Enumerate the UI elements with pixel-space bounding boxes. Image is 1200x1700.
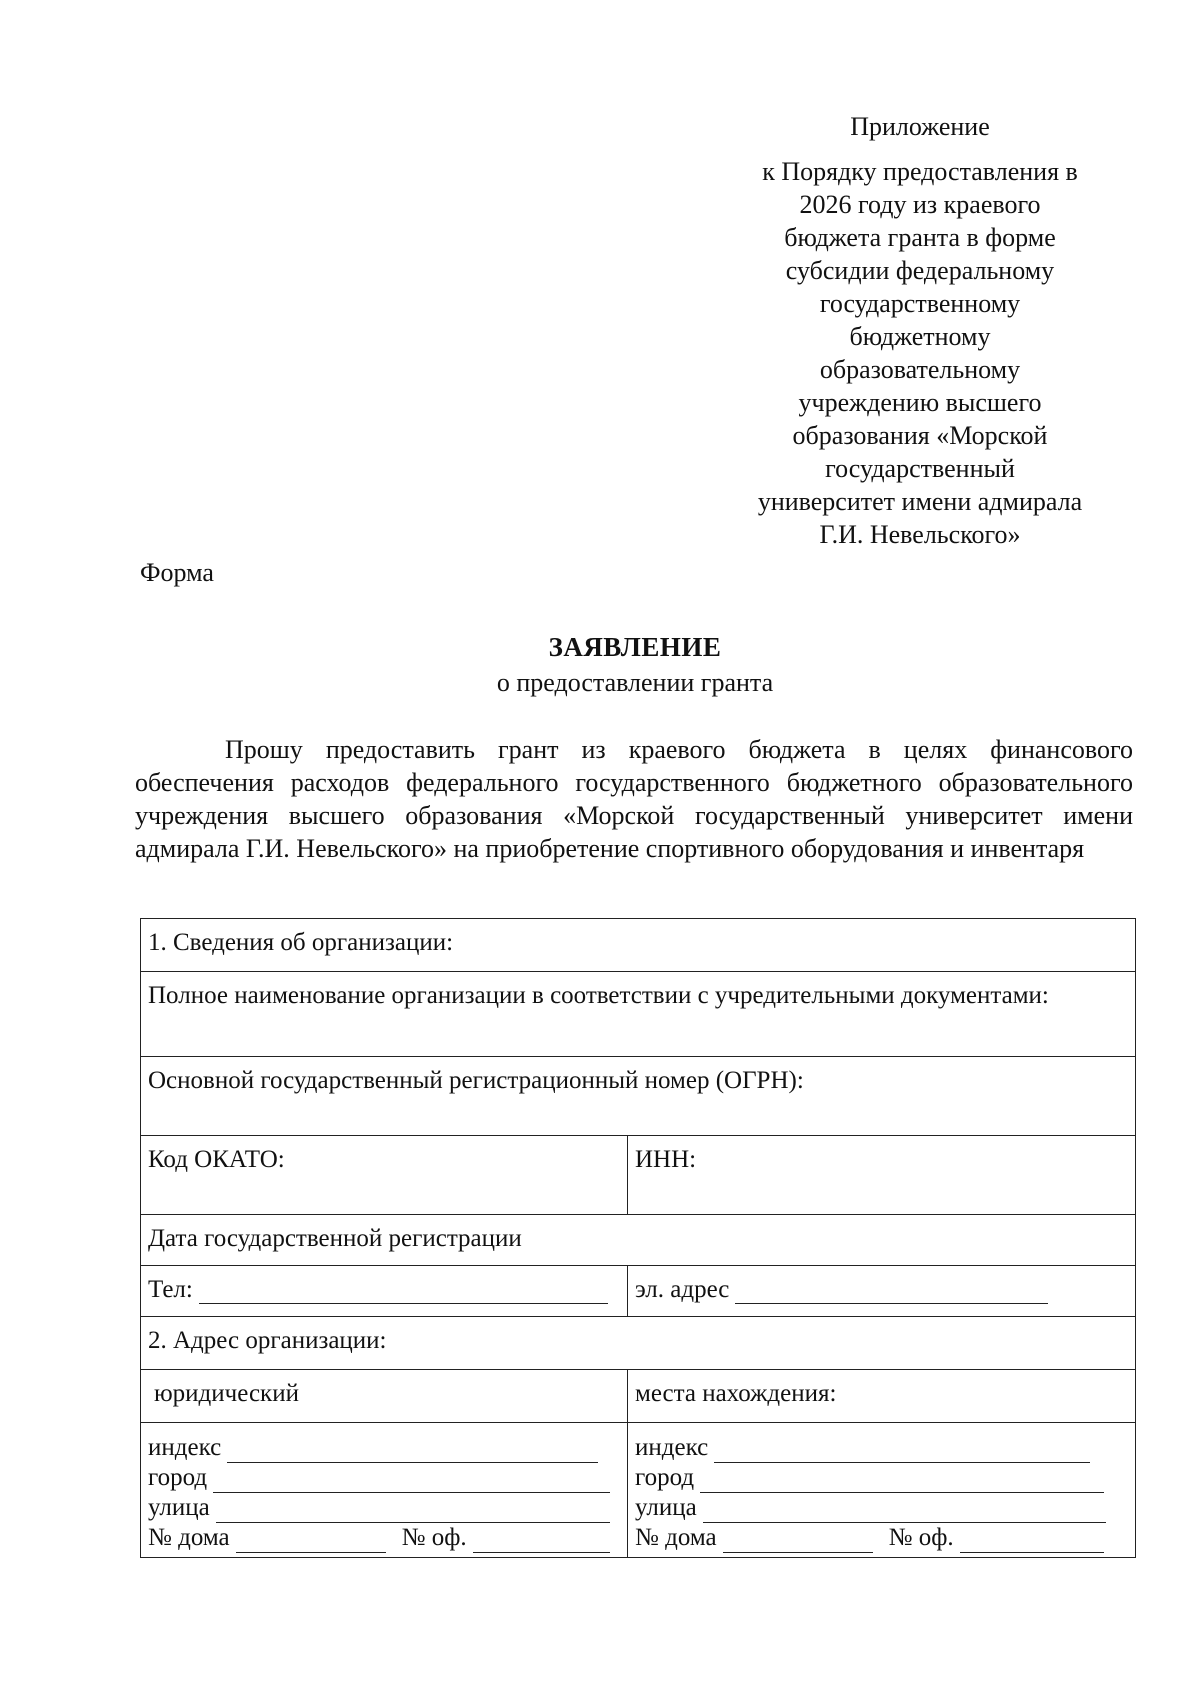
okato-label: Код ОКАТО: [148,1146,285,1173]
appendix-line: бюджетному [849,322,991,351]
legal-office-label: № оф. [401,1524,467,1551]
location-house-input[interactable] [723,1528,873,1553]
legal-city-input[interactable] [213,1468,610,1493]
appendix-line: субсидии федеральному [785,256,1055,285]
full-name-field[interactable] [141,972,1136,1057]
appendix-line: государственному [819,289,1021,318]
appendix-line: образования «Морской [792,421,1048,450]
appendix-line: 2026 году из краевого [799,190,1041,219]
legal-address-heading [141,1370,628,1423]
location-address-block [628,1423,1136,1558]
location-index-input[interactable] [714,1438,1090,1463]
legal-index-input[interactable] [227,1438,598,1463]
appendix-header [730,110,1110,551]
location-office-input[interactable] [960,1528,1104,1553]
form-label: Форма [140,558,214,587]
document-subtitle: о предоставлении гранта [496,668,774,697]
appendix-line: к Порядку предоставления в [762,157,1078,186]
legal-house-label: № дома [148,1524,230,1551]
legal-address-label: юридический [154,1380,299,1407]
location-index-label: индекс [635,1434,709,1461]
legal-index-label: индекс [148,1434,222,1461]
location-city-label: город [635,1464,695,1491]
ogrn-label: Основной государственный регистрационный номер (ОГРН): [148,1067,804,1094]
inn-label: ИНН: [635,1146,697,1173]
location-house-label: № дома [635,1524,717,1551]
legal-city-label: город [148,1464,208,1491]
document-title: ЗАЯВЛЕНИЕ [548,632,722,662]
appendix-title: Приложение [850,112,990,141]
appendix-line: учреждению высшего [798,388,1042,417]
phone-label: Тел: [148,1276,193,1303]
email-cell [628,1266,1136,1317]
location-office-label: № оф. [888,1524,954,1551]
legal-street-input[interactable] [216,1498,610,1523]
location-address-label: места нахождения: [635,1380,837,1407]
location-street-input[interactable] [703,1498,1106,1523]
section-2-heading: 2. Адрес организации: [141,1317,1136,1370]
legal-address-block [141,1423,628,1558]
location-address-heading [628,1370,1136,1423]
inn-field[interactable] [628,1136,1136,1215]
request-paragraph: Прошу предоставить грант из краевого бюджета в целях финансового обеспечения расходов федерального государственного бюджетного образовательного учреждения высшего образования «Морской государственный университет имени адмирала Г.И. Невельского» на приобретение спортивного оборудования и инвентаря [135,735,1133,863]
legal-house-input[interactable] [236,1528,386,1553]
phone-input-line[interactable] [199,1279,608,1304]
legal-office-input[interactable] [473,1528,610,1553]
appendix-line: Г.И. Невельского» [819,520,1021,549]
section-1-heading: 1. Сведения об организации: [141,919,1136,972]
appendix-line: образовательному [819,355,1021,384]
location-city-input[interactable] [700,1468,1104,1493]
application-form-table [140,918,1136,1558]
ogrn-field[interactable] [141,1057,1136,1136]
email-label: эл. адрес [635,1276,730,1303]
legal-street-label: улица [148,1494,210,1521]
appendix-line: университет имени адмирала [757,487,1083,516]
email-input-line[interactable] [735,1279,1048,1304]
phone-cell [141,1266,628,1317]
registration-date-label: Дата государственной регистрации [148,1225,522,1252]
okato-field[interactable] [141,1136,628,1215]
appendix-line: бюджета гранта в форме [784,223,1056,252]
full-name-label: Полное наименование организации в соответствии с учредительными документами: [148,982,1049,1009]
appendix-line: государственный [825,454,1015,483]
registration-date-field[interactable] [141,1215,1136,1266]
location-street-label: улица [635,1494,697,1521]
